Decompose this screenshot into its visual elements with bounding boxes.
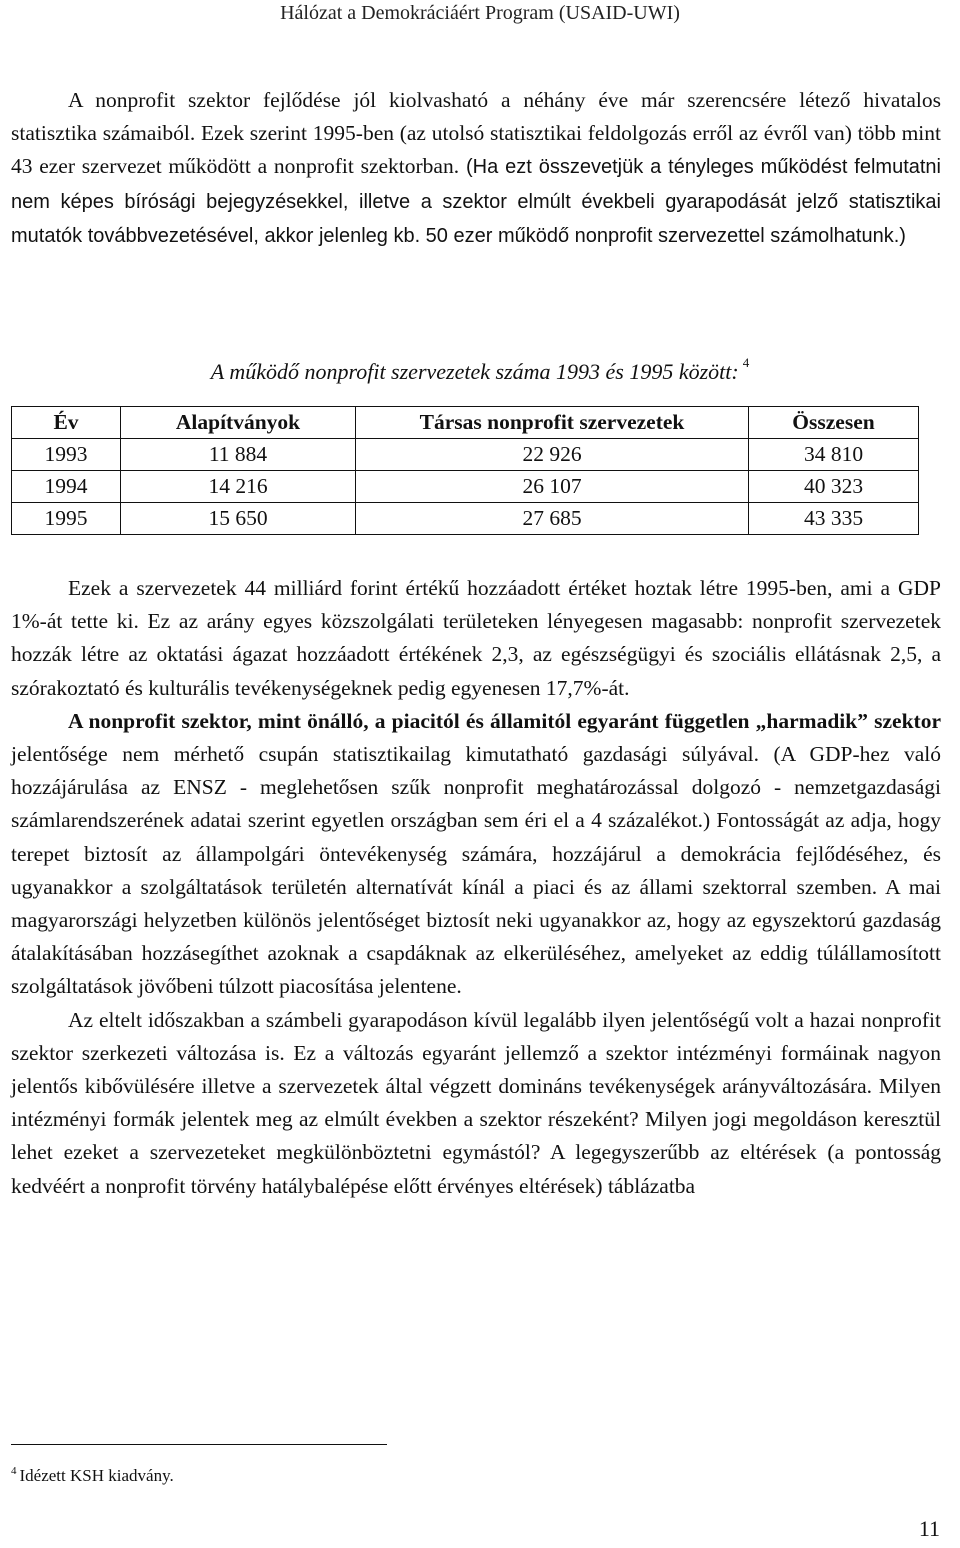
footnote-text: Idézett KSH kiadvány.: [19, 1466, 174, 1485]
page-number: 11: [918, 1516, 940, 1541]
header-osszesen: Összesen: [749, 407, 919, 439]
footnote-number: 4: [11, 1465, 17, 1477]
paragraph-szerkezeti-valtozas: Az eltelt időszakban a számbeli gyarapodáson kívül legalább ilyen jelentőségű volt a hazai nonprofit szektor szerkezeti változása is. Ez a változás egyaránt jellemző a szektor intézményi formáinak nagyon jelentős kibővülésére illetve a szervezetek által végzett domináns tevékenységek arányváltozására. Milyen intézményi formák jelentek meg az elmúlt években a szektor részeként? Milyen jogi megoldáson keresztül lehet ezeket a szervezeteket megkülönböztetni egymástól? A legegyszerűbb az eltérések (a pontosság kedvéért a nonprofit törvény hatálybalépése előtt érvényes eltérések) táblázatba: [11, 1007, 941, 1198]
paragraph-harmadik-szektor: [11, 705, 941, 1004]
table-row: [12, 471, 919, 503]
table-row: [12, 503, 919, 535]
intro-paragraph-block: [11, 84, 941, 253]
footnote-ref: 4: [742, 355, 750, 370]
table-caption: [0, 346, 960, 389]
table-cell: 27 685: [356, 503, 749, 535]
intro-serif-text: A nonprofit szektor fejlődése jól kiolvasható a néhány éve már szerencsére létező hivatalos statisztika számaiból. Ezek szerint 1995-ben (az utolsó statisztikai feldolgozás erről az évről van) több mint 43 ezer szervezet működött a nonprofit szektorban.: [11, 88, 941, 179]
table-caption-text: A működő nonprofit szervezetek száma 1993 és 1995 között:: [210, 359, 739, 384]
paragraph-harmadik-rest: jelentősége nem mérhető csupán statisztikailag kimutatható gazdasági súlyával. (A GDP-hez való hozzájárulása az ENSZ - meglehetősen szűk nonprofit meghatározással dolgozó - nemzetgazdasági számlarendszerének adatai szerint egyetlen országban sem éri el a 4 százalékot.) Fontosságát az adja, hogy terepet biztosít az állampolgári öntevékenység számára, hozzájárul a demokrácia fejlődéséhez, és ugyanakkor a szolgáltatások területén alternatívát kínál a piaci és az állami szektorral szemben. A mai magyarországi helyzetben különös jelentőséget biztosít neki ugyanakkor az, hogy az egyszektorú gazdaság átalakításában hozzásegíthet azoknak a csapdáknak az elkerüléséhez, amelyeket az eddig túlállamosított szolgáltatások jövőbeni túlzott piacosítása jelentene.: [11, 742, 941, 999]
table-cell: 43 335: [749, 503, 919, 535]
table-row: [12, 439, 919, 471]
header-alapitvanyok: Alapítványok: [121, 407, 356, 439]
table-cell: 15 650: [121, 503, 356, 535]
main-text-block: [11, 572, 941, 1203]
footnote: [11, 1460, 174, 1487]
running-header: Hálózat a Demokráciáért Program (USAID-UWI): [280, 2, 680, 24]
table-cell: 14 216: [121, 471, 356, 503]
table-header-row: [12, 407, 919, 439]
intro-sans-text: (Ha ezt összevetjük a tényleges működést felmutatni nem képes bírósági bejegyzésekkel, illetve a szektor elmúlt évekbeli gyarapodását jelző statisztikai mutatók továbbvezetésével, akkor jelenleg kb. 50 ezer működő nonprofit szervezettel számolhatunk.): [11, 156, 942, 247]
table-cell: 1995: [12, 503, 121, 535]
table-cell: 40 323: [749, 471, 919, 503]
header-ev: Év: [12, 407, 121, 439]
intro-paragraph: [11, 84, 941, 253]
table-cell: 1994: [12, 471, 121, 503]
header-tarsas: Társas nonprofit szervezetek: [356, 407, 749, 439]
paragraph-gdp: Ezek a szervezetek 44 milliárd forint értékű hozzáadott értéket hoztak létre 1995-ben, ami a GDP 1%-át tette ki. Ez az arány egyes közszolgálati területeken lényegesen magasabb: nonprofit szervezetek hozzák létre az oktatási ágazat hozzáadott értékének 2,3, az egészségügyi és szociális ellátásnak 2,5, a szórakoztató és kulturális tevékenységeknek pedig egyenesen 17,7%-át.: [11, 576, 941, 700]
statistics-table: [11, 406, 919, 535]
footnote-divider: [11, 1444, 387, 1445]
table-cell: 11 884: [121, 439, 356, 471]
table-cell: 1993: [12, 439, 121, 471]
table-cell: 34 810: [749, 439, 919, 471]
bold-thesis: A nonprofit szektor, mint önálló, a piacitól és államitól egyaránt független „harmadik” szektor: [68, 708, 941, 733]
table-cell: 26 107: [356, 471, 749, 503]
table-cell: 22 926: [356, 439, 749, 471]
